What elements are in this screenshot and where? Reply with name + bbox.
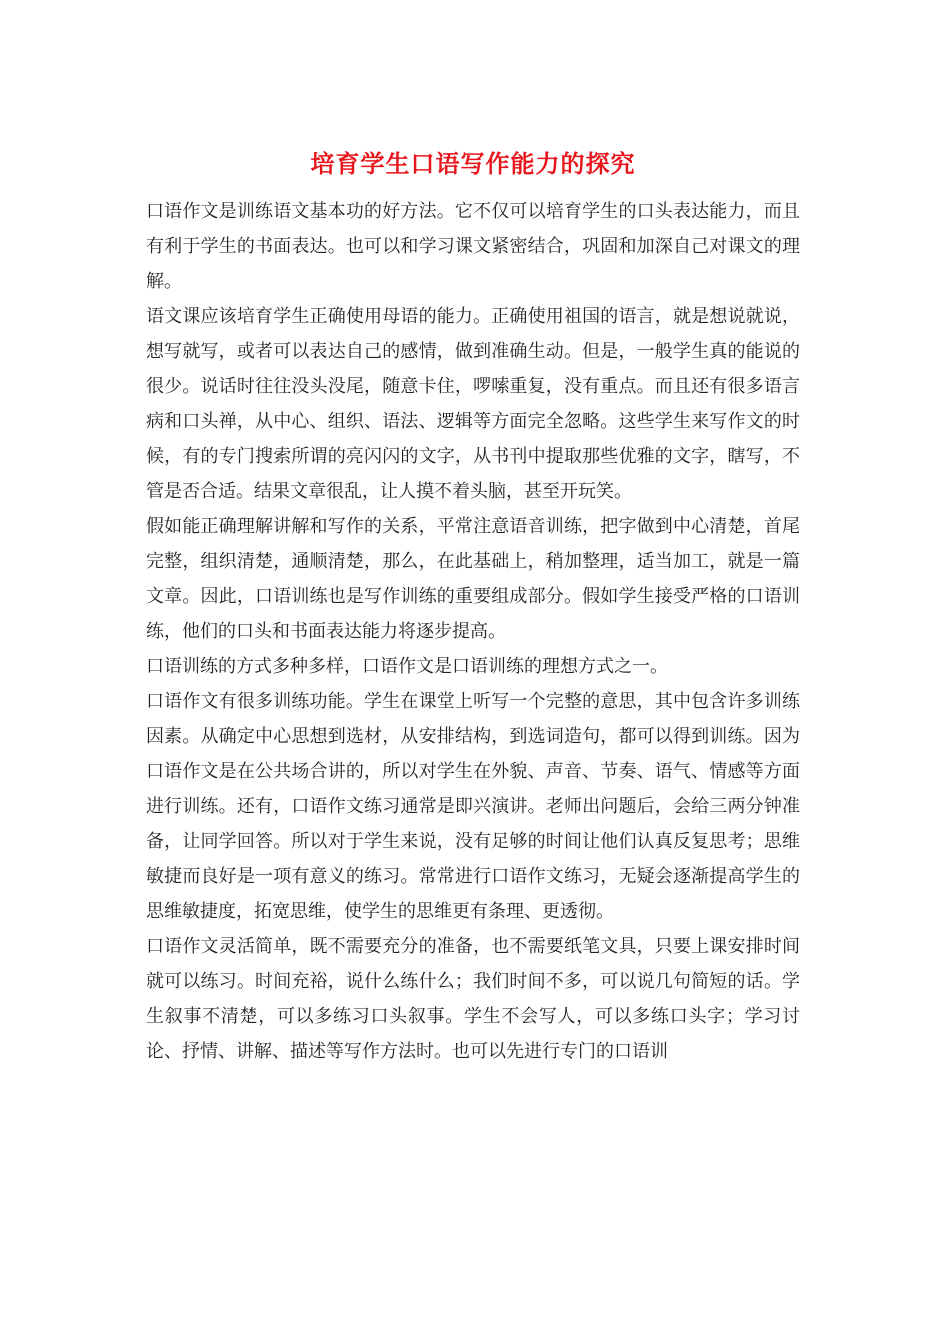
paragraph-1: 口语作文是训练语文基本功的好方法。它不仅可以培育学生的口头表达能力，而且有利于学生的书面表达。也可以和学习课文紧密结合，巩固和加深自己对课文的理解。 — [146, 201, 800, 292]
paragraph-6: 口语作文灵活简单，既不需要充分的准备，也不需要纸笔文具，只要上课安排时间就可以练习。时间充裕，说什么练什么；我们时间不多，可以说几句简短的话。学生叙事不清楚，可以多练习口头叙事。学生不会写人，可以多练口头字；学习讨论、抒情、讲解、描述等写作方法时。也可以先进行专门的口语训 — [146, 936, 800, 1062]
document-title: 培育学生口语写作能力的探究 — [310, 149, 636, 178]
paragraph-5: 口语作文有很多训练功能。学生在课堂上听写一个完整的意思，其中包含许多训练因素。从确定中心思想到选材，从安排结构，到选词造句，都可以得到训练。因为口语作文是在公共场合讲的，所以对学生在外貌、声音、节奏、语气、情感等方面进行训练。还有，口语作文练习通常是即兴演讲。老师出问题后，会给三两分钟准备，让同学回答。所以对于学生来说，没有足够的时间让他们认真反复思考；思维敏捷而良好是一项有意义的练习。常常进行口语作文练习，无疑会逐渐提高学生的思维敏捷度，拓宽思维，使学生的思维更有条理、更透彻。 — [146, 691, 800, 922]
paragraph-2: 语文课应该培育学生正确使用母语的能力。正确使用祖国的语言，就是想说就说，想写就写，或者可以表达自己的感情，做到准确生动。但是，一般学生真的能说的很少。说话时往往没头没尾，随意卡住，啰嗦重复，没有重点。而且还有很多语言病和口头禅，从中心、组织、语法、逻辑等方面完全忽略。这些学生来写作文的时候，有的专门搜索所谓的亮闪闪的文字，从书刊中提取那些优雅的文字，瞎写，不管是否合适。结果文章很乱，让人摸不着头脑，甚至开玩笑。 — [146, 306, 800, 502]
paragraph-4: 口语训练的方式多种多样，口语作文是口语训练的理想方式之一。 — [146, 656, 668, 677]
paragraph-3: 假如能正确理解讲解和写作的关系，平常注意语音训练，把字做到中心清楚，首尾完整，组织清楚，通顺清楚，那么，在此基础上，稍加整理，适当加工，就是一篇文章。因此，口语训练也是写作训练的重要组成部分。假如学生接受严格的口语训练，他们的口头和书面表达能力将逐步提高。 — [146, 516, 800, 642]
